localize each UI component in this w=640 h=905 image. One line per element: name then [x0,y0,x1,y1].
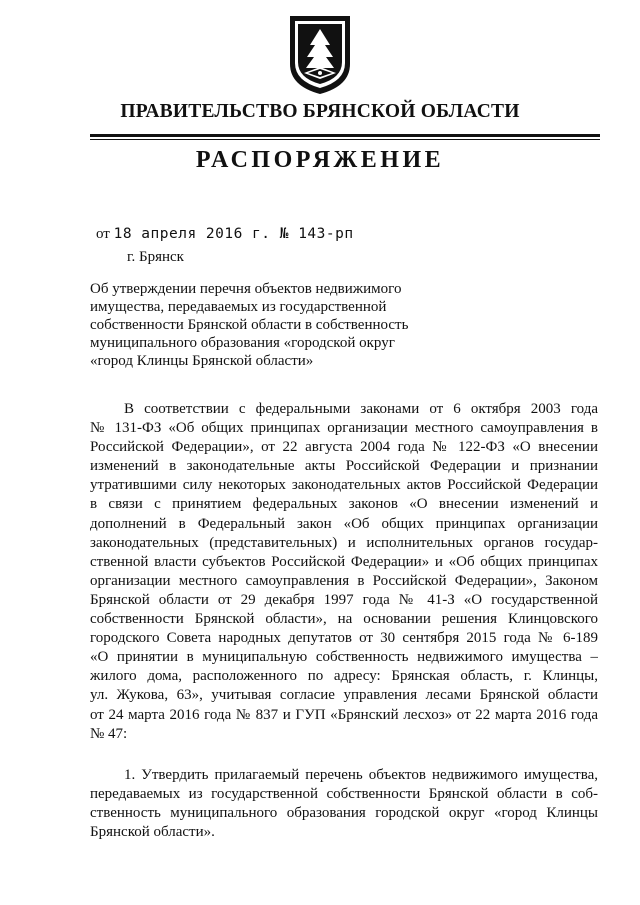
item1-line: передаваемых из государственной собственности Брянской области в соб- [90,785,598,802]
subject-block [90,280,430,370]
preamble-line: «О принятии в муниципальную собственность недвижимого имущества – [90,649,598,666]
preamble-line: городского Совета народных депутатов от 30 сентября 2015 года № 6-189 [90,630,598,647]
preamble-line: утратившими силу некоторых законодательных актов Российской Федерации [90,477,598,494]
preamble-line: законодательных (представительных) и исполнительных органов государ- [90,534,598,551]
preamble-line: жилого дома, расположенного по адресу: Брянская область, г. Клинцы, [90,668,598,685]
paragraph-gap [90,744,598,766]
preamble-line: № 131-ФЗ «Об общих принципах организации местного самоуправления в [90,420,598,437]
preamble-line: ственной власти субъектов Российской Федерации» и «Об общих принципах [90,553,598,570]
subject-line: Об утверждении перечня объектов недвижимого [90,281,402,297]
item1-line: Брянской области». [90,823,215,840]
item1-line: ственность муниципального образования городской округ «город Клинцы [90,804,598,821]
subject-line: собственности Брянской области в собственность [90,317,409,333]
government-title: ПРАВИТЕЛЬСТВО БРЯНСКОЙ ОБЛАСТИ [120,101,520,122]
preamble-line: № 47: [90,725,128,742]
document-type-title: РАСПОРЯЖЕНИЕ [195,147,445,173]
city-label: г. Брянск [127,249,184,265]
document-body [90,400,598,842]
preamble-line: дополнений в Федеральный закон «Об общих принципах организации [90,515,598,532]
preamble-line: Брянской области от 29 декабря 1997 года № 41-З «О государственной [90,591,598,608]
preamble-line: собственности Брянской области», на основании решения Клинцовского [90,611,598,628]
date-prefix: от [96,226,110,242]
document-date-line [96,226,354,243]
header-divider-thin [90,139,600,140]
preamble-line: организации местного самоуправления в Российской Федерации», Законом [90,572,598,589]
preamble-line: Российской Федерации», от 22 августа 2004 года № 122-ФЗ «О внесении [90,439,598,456]
subject-line: имущества, передаваемых из государственной [90,299,387,315]
item1-line: 1. Утвердить прилагаемый перечень объектов недвижимого имущества, [124,766,598,783]
coat-of-arms-emblem [286,12,354,96]
preamble-line: изменений в законодательные акты Российской Федерации и признании [90,458,598,475]
preamble-line: в связи с принятием федеральных законов «О внесении изменений и [90,496,598,513]
subject-line: муниципального образования «городской округ [90,335,395,351]
preamble-line: ул. Жукова, 63», учитывая согласие управления лесами Брянской области [90,687,598,704]
subject-line: «город Клинцы Брянской области» [90,353,314,369]
header-divider-thick [90,134,600,137]
date-and-number: 18 апреля 2016 г. № 143-рп [113,226,354,242]
preamble-line: В соответствии с федеральными законами от 6 октября 2003 года [124,401,598,417]
preamble-line: от 24 марта 2016 года № 837 и ГУП «Брянский лесхоз» от 22 марта 2016 года [90,706,598,723]
